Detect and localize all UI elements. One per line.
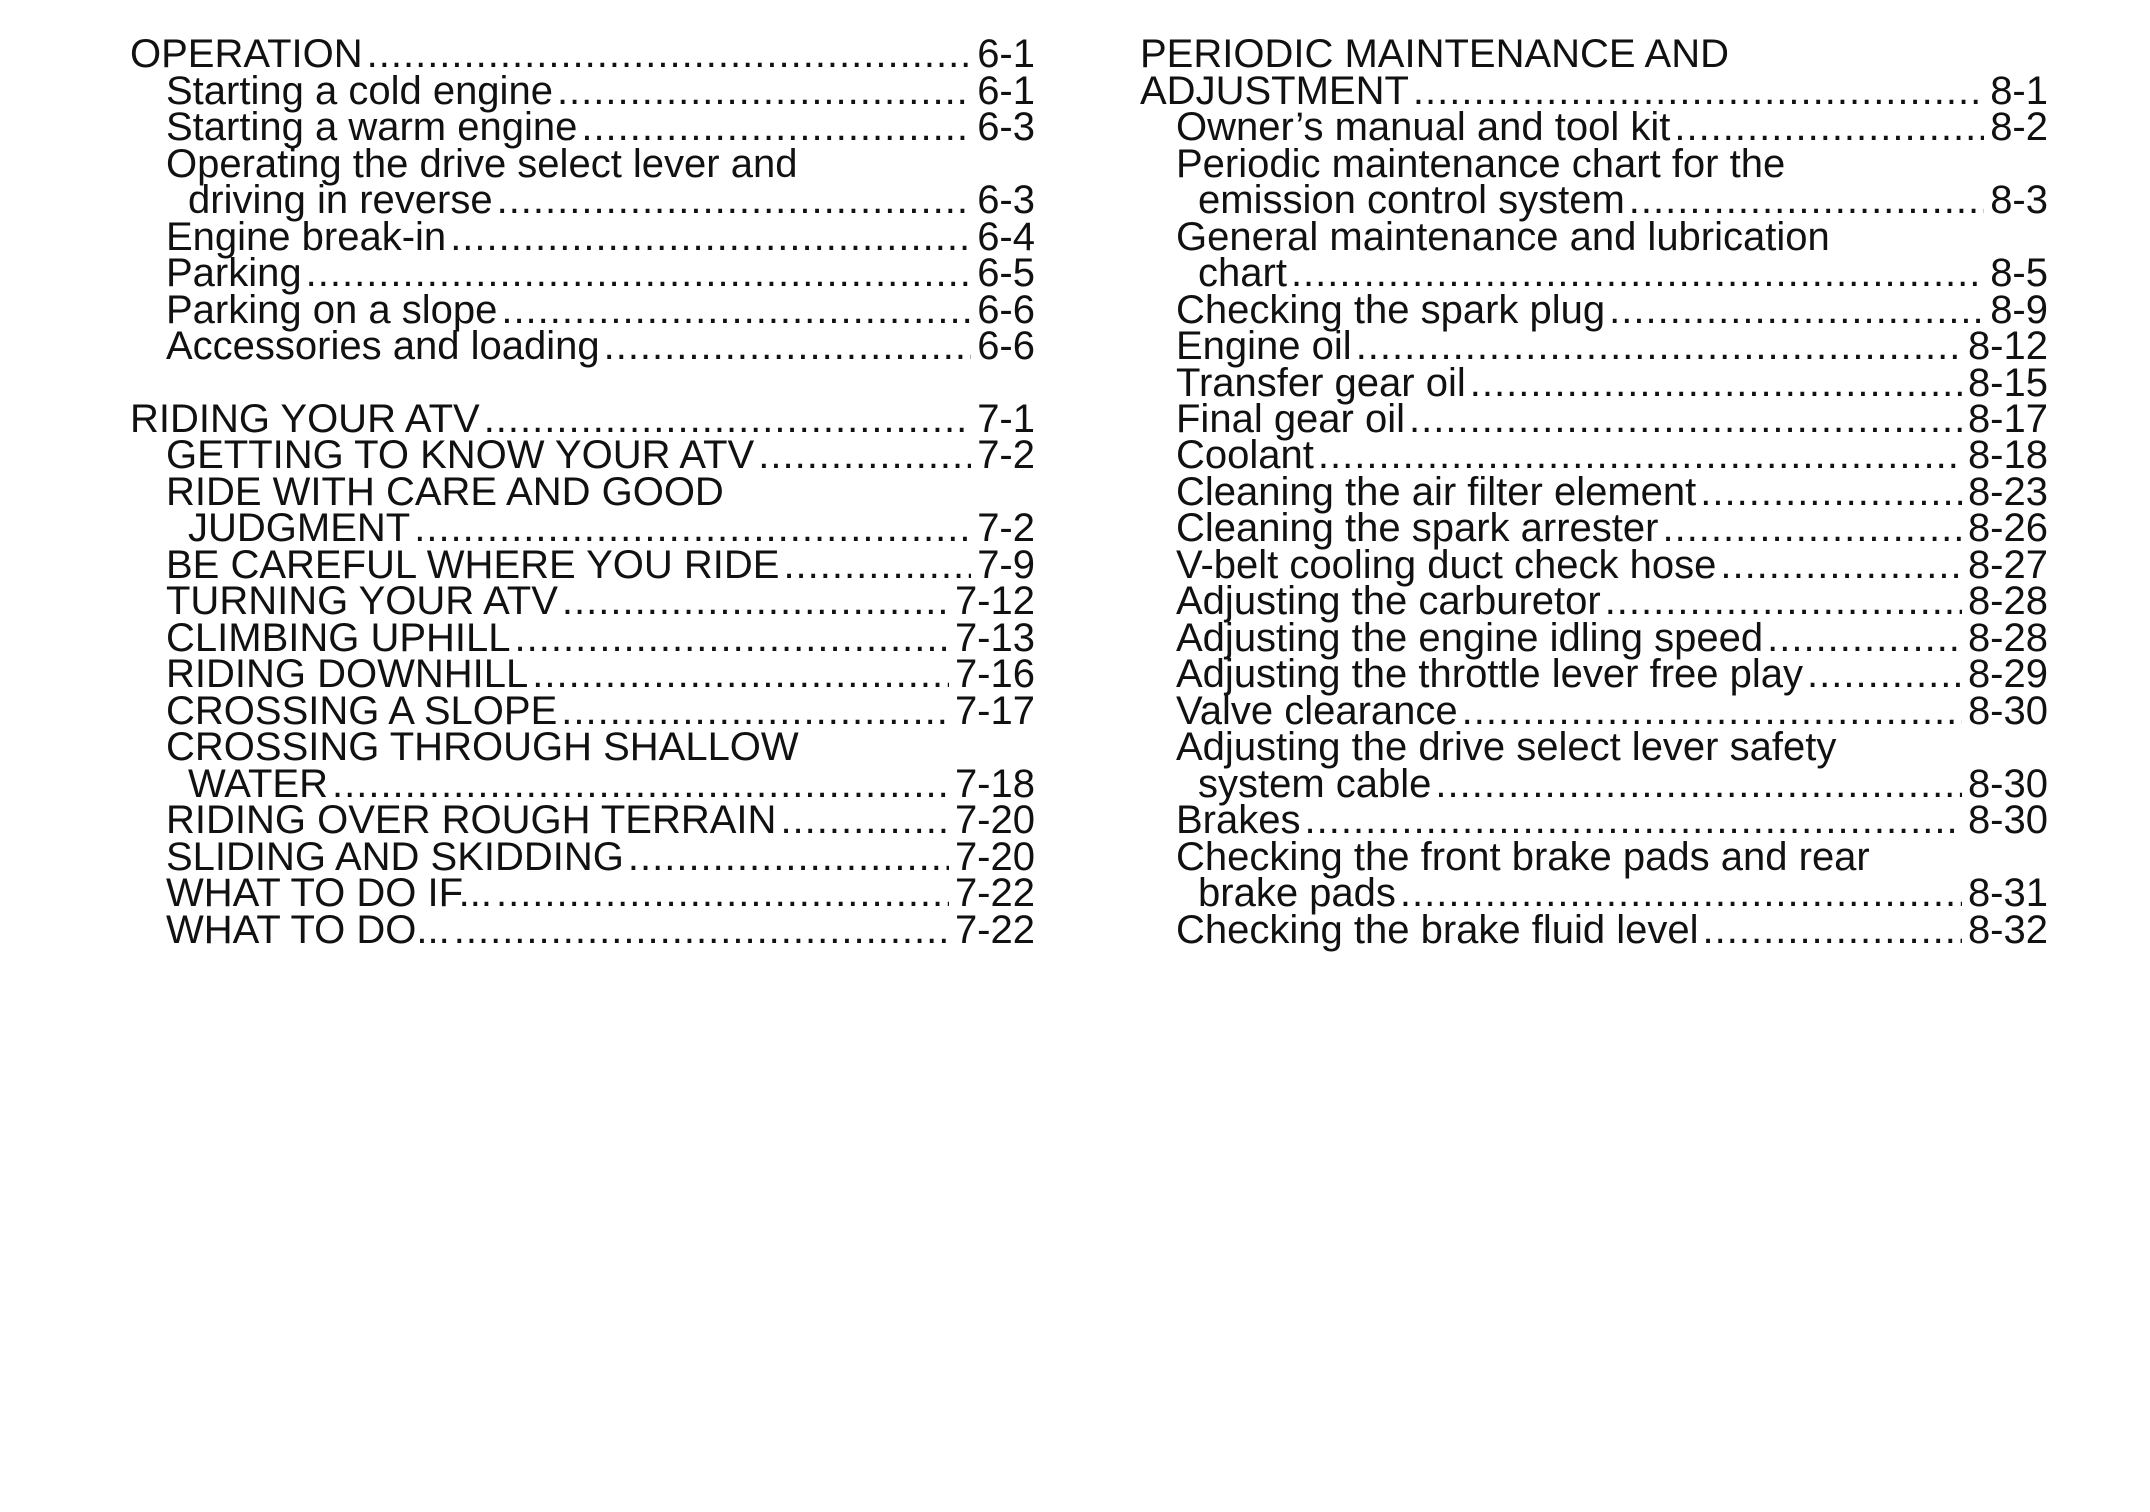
toc-entry-title: BE CAREFUL WHERE YOU RIDE <box>166 543 780 587</box>
toc-page-number: 7-22 <box>954 871 1035 915</box>
toc-page-number: 7-9 <box>977 543 1035 587</box>
toc-entry-title: Parking <box>166 251 302 295</box>
toc-entry-title: Cleaning the air filter element <box>1176 470 1697 514</box>
toc-page-number: 6-3 <box>977 178 1035 222</box>
toc-entry-title: RIDING YOUR ATV <box>130 397 480 441</box>
toc-entry-title: Operating the drive select lever and <box>166 142 798 186</box>
toc-entry-title: V-belt cooling duct check hose <box>1176 543 1717 587</box>
toc-page-number: 8-28 <box>1967 579 2048 623</box>
toc-dot-leader <box>454 905 949 955</box>
toc-entry-title: system cable <box>1198 762 1432 806</box>
toc-entry-title: Adjusting the engine idling speed <box>1176 616 1764 660</box>
toc-page-number: 7-2 <box>977 506 1035 550</box>
toc-entry-title: Cleaning the spark arrester <box>1176 506 1659 550</box>
toc-entry-title: RIDING DOWNHILL <box>166 652 529 696</box>
toc-entry-title: RIDE WITH CARE AND GOOD <box>166 470 724 514</box>
toc-entry-title: Engine oil <box>1176 324 1352 368</box>
toc-entry-title: Parking on a slope <box>166 288 498 332</box>
toc-page-number: 8-3 <box>1990 178 2048 222</box>
toc-page-number: 8-12 <box>1967 324 2048 368</box>
toc-entry-title: Adjusting the drive select lever safety <box>1176 725 1837 769</box>
toc-entry-title: WHAT TO DO... <box>166 908 450 952</box>
toc-entry-title: Starting a warm engine <box>166 105 578 149</box>
toc-page-number: 7-16 <box>954 652 1035 696</box>
toc-page-number: 8-9 <box>1990 288 2048 332</box>
toc-page-number: 6-1 <box>977 69 1035 113</box>
toc-page-number: 7-12 <box>954 579 1035 623</box>
toc-page-number: 8-1 <box>1990 69 2048 113</box>
toc-page-number: 8-23 <box>1967 470 2048 514</box>
toc-entry-title: brake pads <box>1198 871 1396 915</box>
toc-entry-title: ADJUSTMENT <box>1140 69 1409 113</box>
toc-entry-title: RIDING OVER ROUGH TERRAIN <box>166 798 777 842</box>
toc-entry-title: Final gear oil <box>1176 397 1406 441</box>
toc-entry-title: SLIDING AND SKIDDING <box>166 835 624 879</box>
toc-page-number: 7-20 <box>954 798 1035 842</box>
toc-page-number: 7-17 <box>954 689 1035 733</box>
toc-page-number: 8-32 <box>1967 908 2048 952</box>
toc-entry-title: Transfer gear oil <box>1176 361 1466 405</box>
toc-entry-title: JUDGMENT <box>188 506 411 550</box>
toc-entry-title: Brakes <box>1176 798 1301 842</box>
toc-entry-title: GETTING TO KNOW YOUR ATV <box>166 433 755 477</box>
toc-entry-title: Checking the brake fluid level <box>1176 908 1699 952</box>
toc-page-number: 8-2 <box>1990 105 2048 149</box>
toc-entry-title: emission control system <box>1198 178 1625 222</box>
toc-dot-leader <box>604 321 972 371</box>
toc-page-number: 6-3 <box>977 105 1035 149</box>
toc-page-number: 8-27 <box>1967 543 2048 587</box>
toc-page-number: 6-6 <box>977 288 1035 332</box>
toc-entry-title: Coolant <box>1176 433 1314 477</box>
toc-page-number: 6-6 <box>977 324 1035 368</box>
toc-page-number: 8-30 <box>1967 762 2048 806</box>
toc-entry-title: Periodic maintenance chart for the <box>1176 142 1786 186</box>
toc-entry-title: Starting a cold engine <box>166 69 553 113</box>
toc-page-number: 8-17 <box>1967 397 2048 441</box>
toc-page-number: 7-22 <box>954 908 1035 952</box>
toc-page-number: 8-30 <box>1967 689 2048 733</box>
toc-entry[interactable] <box>166 321 1035 371</box>
toc-entry[interactable] <box>166 905 1035 955</box>
toc-page-number: 6-1 <box>977 32 1035 76</box>
toc-page-number: 8-31 <box>1967 871 2048 915</box>
toc-page-number: 8-26 <box>1967 506 2048 550</box>
toc-entry-title: Accessories and loading <box>166 324 600 368</box>
toc-page-number: 8-5 <box>1990 251 2048 295</box>
toc-entry-title: CLIMBING UPHILL <box>166 616 511 660</box>
toc-page-number: 7-18 <box>954 762 1035 806</box>
toc-page-number: 6-5 <box>977 251 1035 295</box>
toc-page-number: 8-28 <box>1967 616 2048 660</box>
toc-page-number: 7-1 <box>977 397 1035 441</box>
toc-entry-title: Adjusting the carburetor <box>1176 579 1601 623</box>
toc-entry-title: WHAT TO DO IF... <box>166 871 492 915</box>
toc-entry-title: chart <box>1198 251 1287 295</box>
toc-page-number: 7-13 <box>954 616 1035 660</box>
toc-entry-title: CROSSING A SLOPE <box>166 689 558 733</box>
toc-page-number: 8-15 <box>1967 361 2048 405</box>
toc-entry-title: Adjusting the throttle lever free play <box>1176 652 1804 696</box>
toc-entry-title: Owner’s manual and tool kit <box>1176 105 1671 149</box>
toc-entry-title: Valve clearance <box>1176 689 1458 733</box>
toc-entry-title: driving in reverse <box>188 178 493 222</box>
toc-entry-title: TURNING YOUR ATV <box>166 579 558 623</box>
toc-entry-title: CROSSING THROUGH SHALLOW <box>166 725 799 769</box>
toc-entry-title: OPERATION <box>130 32 363 76</box>
toc-page-number: 6-4 <box>977 215 1035 259</box>
toc-dot-leader <box>1703 905 1962 955</box>
toc-entry-title: Engine break-in <box>166 215 447 259</box>
toc-entry[interactable] <box>1176 905 2048 955</box>
toc-entry-title: PERIODIC MAINTENANCE AND <box>1140 32 1729 76</box>
toc-entry-title: General maintenance and lubrication <box>1176 215 1830 259</box>
toc-page-number: 7-20 <box>954 835 1035 879</box>
toc-page-number: 8-29 <box>1967 652 2048 696</box>
toc-entry-title: Checking the spark plug <box>1176 288 1606 332</box>
toc-entry-title: Checking the front brake pads and rear <box>1176 835 1870 879</box>
toc-page-number: 8-18 <box>1967 433 2048 477</box>
toc-page-number: 7-2 <box>977 433 1035 477</box>
toc-entry-title: WATER <box>188 762 328 806</box>
toc-page-number: 8-30 <box>1967 798 2048 842</box>
